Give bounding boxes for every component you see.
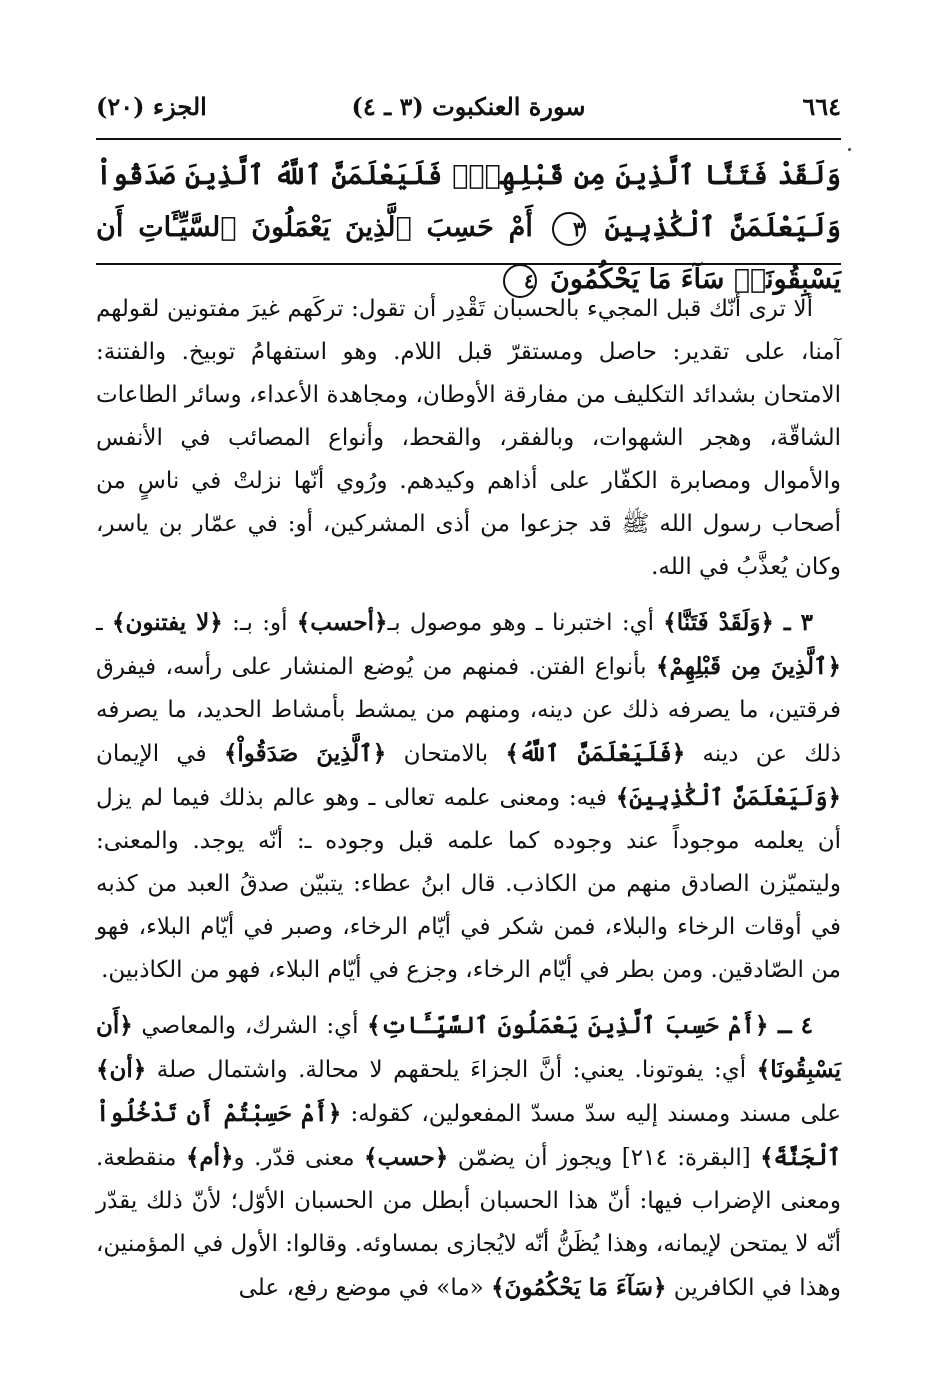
text: أي: الشرك، والمعاصي bbox=[132, 1013, 368, 1039]
paragraph-intro-text: ألا ترى أنّك قبل المجيء بالحسبان تَقْدِر أن تقول: تركَهم غيرَ مفتونين لقولهم آمنا، على تقدير: حاصل ومستقرّ قبل اللام. وهو استفهامُ توبيخ. والفتنة: الامتحان بشدائد التكليف من مفارقة الأوطان، ومجاهدة الأعداء، وسائر الطاعات الشاقّة، وهجر الشهوات، وبالفقر، والقحط، وأنواع المصائب في الأنفس والأموال ومصابرة الكفّار على أذاهم وكيدهم. ورُوي أنّها نزلتْ في ناسٍ من أصحاب رسول الله ﷺ قد جزعوا من أذى المشركين، أو: في عمّار بن ياسر، وكان يُعذَّبُ في الله. bbox=[96, 296, 841, 580]
verse-number-label: ٤ ـ bbox=[768, 1012, 813, 1039]
text: [البقرة: ٢١٤] ويجوز أن يضمّن bbox=[448, 1145, 761, 1171]
quote: ﴿أَمْ حَسِبْتُمْ أَن تَدْخُلُواْ ٱلْجَنَّةَ﴾ bbox=[96, 1100, 841, 1171]
page-number: ٦٦٤ bbox=[802, 92, 841, 121]
verses-rule bbox=[96, 263, 841, 265]
quote: ﴿أَمْ حَسِبَ ٱلَّذِينَ يَعْمَلُونَ ٱلسَّيِّـَٔاتِ﴾ bbox=[367, 1012, 769, 1039]
verse-3-text: وَلَقَدْ فَتَنَّا ٱلَّذِينَ مِن قَبْلِهِمْۖ فَلَيَعْلَمَنَّ ٱللَّهُ ٱلَّذِينَ صَدَقُواْ وَلَيَعْلَمَنَّ ٱلْكَٰذِبِينَ bbox=[96, 160, 842, 243]
quote: ﴿وَلَقَدْ فَتَنَّا﴾ bbox=[663, 609, 774, 636]
text: أي: اختبرنا ـ وهو موصول بـ bbox=[387, 610, 664, 636]
page-header bbox=[96, 86, 841, 130]
text: أو: بـ: bbox=[222, 610, 297, 636]
quote: ﴿لا يفتنون﴾ bbox=[112, 609, 223, 636]
header-rule bbox=[96, 138, 841, 140]
quote: ﴿أحسب﴾ bbox=[296, 609, 388, 636]
text: معنى قدّر. و bbox=[233, 1145, 364, 1171]
quote: ﴿حسب﴾ bbox=[363, 1144, 449, 1171]
ayah-number-4: ٤ bbox=[503, 264, 537, 298]
text: ـ bbox=[96, 610, 113, 636]
surah-title: سورة العنكبوت (٣ ـ ٤) bbox=[351, 92, 586, 121]
quote: ﴿أم﴾ bbox=[185, 1144, 234, 1171]
quote: ﴿فَلَيَعْلَمَنَّ ٱللَّهُ﴾ bbox=[505, 740, 686, 767]
commentary bbox=[96, 288, 841, 1322]
quote: ﴿ٱلَّذِينَ مِن قَبْلِهِمْ﴾ bbox=[656, 653, 841, 680]
print-speck bbox=[848, 148, 851, 151]
text: بأنواع الفتن. فمنهم من يُوضع المنشار على رأسه، فيفرق فرقتين، ما يصرفه ذلك عن دينه، ومنهم من يمشط بأمشاط الحديد، ما يصرفه ذلك عن دينه bbox=[96, 654, 841, 767]
quote: ﴿سَآءَ مَا يَحْكُمُونَ﴾ bbox=[491, 1274, 667, 1301]
paragraph-verse-4 bbox=[96, 1004, 841, 1310]
text: في الإيمان bbox=[96, 741, 224, 767]
text: بالامتحان bbox=[386, 741, 506, 767]
text: على مسند ومسند إليه سدّ مسدّ المفعولين، كقوله: bbox=[341, 1101, 841, 1127]
quote: ﴿أن﴾ bbox=[96, 1056, 147, 1083]
paragraph-intro bbox=[96, 288, 841, 589]
ayah-number-3: ٣ bbox=[552, 212, 586, 246]
juz-label: الجزء (٢٠) bbox=[96, 92, 207, 121]
verse-4-text: أَمْ حَسِبَ ٱلَّذِينَ يَعْمَلُونَ ٱلسَّيِّـَٔاتِ أَن يَسْبِقُونَاۚ سَآءَ مَا يَحْكُمُونَ bbox=[96, 212, 841, 295]
text: فيه: ومعنى علمه تعالى ـ وهو عالم بذلك فيما لم يزل أن يعلمه موجوداً عند وجوده كما علمه قبل وجوده ـ: أنّه يوجد. والمعنى: وليتميّزن الصادق منهم من الكاذب. قال ابنُ عطاء: يتبيّن صدقُ العبد من كذبه في أوقات الرخاء والبلاء، فمن شكر في أيّام الرخاء، وصبر في أيّام البلاء، فهو من الصّادقين. ومن بطر في أيّام الرخاء، وجزع في أيّام البلاء، فهو من الكاذبين. bbox=[96, 785, 841, 983]
paragraph-verse-3 bbox=[96, 601, 841, 992]
text: «ما» في موضع رفع، على bbox=[238, 1275, 492, 1301]
quran-verses bbox=[96, 150, 841, 306]
text: منقطعة. ومعنى الإضراب فيها: أنّ هذا الحسبان أبطل من الحسبان الأوّل؛ لأنّ ذلك يقدّر أنّه لا يمتحن لإيمانه، وهذا يُظَنُّ أنّه لايُجازى بمساوئه. وقالوا: الأول في المؤمنين، وهذا في الكافرين bbox=[96, 1145, 841, 1301]
verse-number-label: ٣ ـ bbox=[773, 609, 813, 636]
quote: ﴿أَن يَسْبِقُونَا﴾ bbox=[96, 1012, 841, 1083]
text: أي: يفوتونا. يعني: أنَّ الجزاءَ يلحقهم لا محالة. واشتمال صلة bbox=[146, 1057, 757, 1083]
quote: ﴿ٱلَّذِينَ صَدَقُواْ﴾ bbox=[223, 740, 387, 767]
quote: ﴿وَلَيَعْلَمَنَّ ٱلْكَٰذِبِينَ﴾ bbox=[615, 784, 841, 811]
